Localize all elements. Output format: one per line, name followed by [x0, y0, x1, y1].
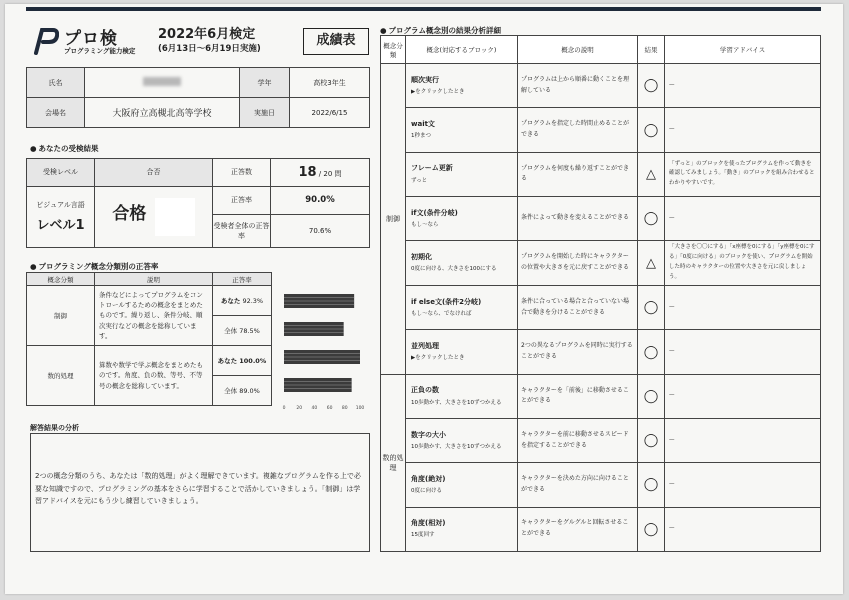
cat-you-value: 100.0%	[239, 357, 267, 365]
concept-desc: プログラムを指定した時間止めることができる	[518, 108, 638, 152]
concept-name: 並列処理	[411, 342, 439, 351]
learning-advice: —	[665, 64, 821, 108]
pass-value: 合格	[112, 203, 147, 224]
learning-advice: —	[665, 108, 821, 152]
all-rate-label: 受検者全体の正答率	[213, 214, 271, 247]
concept-desc: キャラクターを「前後」に移動させることができる	[518, 374, 638, 418]
detail-group-name: 数的処理	[381, 374, 406, 551]
detail-header-result: 結果	[638, 36, 665, 64]
detail-concept-cell	[406, 64, 518, 108]
rate-bar-chart	[280, 282, 370, 412]
concept-desc: 条件によって動きを変えることができる	[518, 197, 638, 241]
concept-desc: プログラムは上から順番に動くことを理解している	[518, 64, 638, 108]
cat-you-label: あなた	[217, 357, 238, 365]
learning-advice: —	[665, 463, 821, 507]
learning-advice: —	[665, 507, 821, 551]
detail-concept-cell	[406, 463, 518, 507]
result-mark: ◯	[638, 286, 665, 330]
exam-title: 2022年6月検定	[158, 27, 256, 42]
pass-header: 合否	[95, 159, 213, 187]
learning-advice: —	[665, 286, 821, 330]
cat-desc: 算数や数学で学ぶ概念をまとめたものです。角度、負の数、等号、不等号の概念を総称しています。	[95, 346, 213, 406]
cat-you-value: 92.3%	[242, 297, 264, 305]
venue-label: 会場名	[27, 98, 85, 128]
result-mark: ◯	[638, 374, 665, 418]
concept-desc: キャラクターを決めた方向に向けることができる	[518, 463, 638, 507]
level-value: レベル1	[36, 218, 85, 234]
logo-subtitle: プログラミング能力検定	[64, 47, 136, 55]
detail-row	[381, 507, 821, 551]
x-tick-label: 60	[326, 406, 333, 411]
concept-name: if else文(条件2分岐)	[411, 297, 482, 306]
detail-header-concept: 概念(対応するブロック)	[406, 36, 518, 64]
date-value: 2022/6/15	[290, 98, 370, 128]
concept-block: 0度に向ける、大きさを100にする	[411, 266, 497, 273]
learning-advice: —	[665, 197, 821, 241]
x-tick-label: 40	[311, 406, 318, 411]
language-label: ビジュアル言語	[36, 201, 85, 210]
x-tick-label: 20	[296, 406, 303, 411]
concept-block: ずっと	[411, 177, 428, 184]
detail-concept-cell	[406, 419, 518, 463]
concept-desc: キャラクターをグルグルと回転させることができる	[518, 507, 638, 551]
result-mark: ◯	[638, 330, 665, 374]
correct-value: 18	[298, 164, 317, 180]
result-table	[26, 158, 370, 248]
concept-name: フレーム更新	[411, 164, 453, 173]
cat-all-rate	[213, 316, 272, 346]
detail-concept-cell	[406, 152, 518, 196]
info-table	[26, 67, 370, 128]
concept-block: ▶をクリックしたとき	[411, 355, 465, 362]
detail-row	[381, 64, 821, 108]
result-mark: ◯	[638, 419, 665, 463]
cat-all-value: 78.5%	[239, 327, 260, 335]
detail-header-advice: 学習アドバイス	[665, 36, 821, 64]
top-bar	[26, 7, 821, 11]
date-label: 実施日	[240, 98, 290, 128]
category-table	[26, 272, 272, 406]
cat-you-rate	[213, 286, 272, 316]
concept-name: 角度(絶対)	[411, 474, 446, 483]
result-mark: △	[638, 152, 665, 196]
detail-table	[380, 35, 821, 552]
result-mark: ◯	[638, 507, 665, 551]
detail-concept-cell	[406, 108, 518, 152]
concept-name: 順次実行	[411, 75, 439, 84]
cat-header-rate: 正答率	[213, 273, 272, 286]
correct-total: / 20 問	[318, 169, 342, 178]
detail-concept-cell	[406, 374, 518, 418]
concept-desc: 2つの異なるプログラムを同時に実行することができる	[518, 330, 638, 374]
level-header: 受検レベル	[27, 159, 95, 187]
concept-name: wait文	[411, 120, 435, 129]
venue-value: 大阪府立高槻北高等学校	[85, 98, 240, 128]
concept-block: もし〜なら	[411, 221, 439, 228]
report-label: 成績表	[303, 28, 369, 55]
detail-group-name: 制御	[381, 64, 406, 375]
rate-label: 正答率	[213, 186, 271, 214]
concept-desc: 条件に合っている場合と合っていない場合で動きを分けることができる	[518, 286, 638, 330]
concept-name: 数字の大小	[411, 430, 446, 439]
concept-block: 1秒まつ	[411, 133, 431, 140]
detail-row	[381, 286, 821, 330]
concept-name: if文(条件分岐)	[411, 208, 458, 217]
level-cell	[27, 186, 95, 247]
all-rate-value: 70.6%	[271, 214, 370, 247]
grade-value: 高校3年生	[290, 68, 370, 98]
x-tick-label: 80	[341, 406, 348, 411]
detail-concept-cell	[406, 330, 518, 374]
pass-cell	[95, 186, 213, 247]
result-mark: △	[638, 241, 665, 286]
detail-row	[381, 108, 821, 152]
detail-row	[381, 241, 821, 286]
cat-you-rate	[213, 346, 272, 376]
result-mark: ◯	[638, 463, 665, 507]
category-section-title: ● プログラミング概念分類別の正答率	[30, 261, 158, 272]
concept-block: 0度に向ける	[411, 488, 442, 495]
detail-header-category: 概念分類	[381, 36, 406, 64]
concept-name: 角度(相対)	[411, 519, 446, 528]
cat-desc: 条件などによってプログラムをコントロールするための概念をまとめたものです。繰り返し、条件分岐、順次実行などの概念を総称しています。	[95, 286, 213, 346]
concept-block: 10歩動かす、大きさを10ずつかえる	[411, 399, 502, 406]
cat-all-rate	[213, 376, 272, 406]
detail-concept-cell	[406, 241, 518, 286]
cat-header-name: 概念分類	[27, 273, 95, 286]
cat-all-value: 89.0%	[239, 387, 260, 395]
cat-name: 数的処理	[27, 346, 95, 406]
result-mark: ◯	[638, 108, 665, 152]
learning-advice: —	[665, 419, 821, 463]
learning-advice: 「大きさを〇〇にする」「x座標を0にする」「y座標を0にする」「0度に向ける」のブロックを使い、プログラムを開始した時のキャラクターの位置や大きさを元に戻しましょう。	[665, 241, 821, 286]
learning-advice: 「ずっと」のブロックを使ったプログラムを作って動きを確認してみましょう。「動き」のブロックを組み合わせるとわかりやすいです。	[665, 152, 821, 196]
name-value	[85, 68, 240, 98]
exam-period: (6月13日～6月19日実施)	[158, 44, 261, 54]
cat-header-desc: 説明	[95, 273, 213, 286]
cat-all-label: 全体	[224, 327, 238, 335]
concept-name: 初期化	[411, 253, 432, 262]
result-section-title: ● あなたの受検結果	[30, 143, 99, 154]
detail-concept-cell	[406, 197, 518, 241]
concept-block: ▶をクリックしたとき	[411, 89, 465, 96]
name-label: 氏名	[27, 68, 85, 98]
detail-concept-cell	[406, 507, 518, 551]
rate-value: 90.0%	[271, 186, 370, 214]
detail-concept-cell	[406, 286, 518, 330]
detail-row	[381, 330, 821, 374]
learning-advice: —	[665, 374, 821, 418]
name-blur	[143, 77, 181, 86]
detail-row	[381, 463, 821, 507]
detail-section-title: ● プログラム概念別の結果分析詳細	[380, 25, 501, 36]
detail-row	[381, 152, 821, 196]
concept-block: もし〜なら、でなければ	[411, 311, 472, 317]
detail-row	[381, 419, 821, 463]
concept-block: 10歩動かす、大きさを10ずつかえる	[411, 443, 502, 450]
concept-desc: プログラムを何度も繰り返すことができる	[518, 152, 638, 196]
analysis-text: 2つの概念分類のうち、あなたは「数的処理」がよく理解できています。複雑なプログラムを作る上で必要な知識ですので、プログラミングの基本をさらに学習することで活かしていきましょう。「制御」は学習アドバイスを元にもう少し練習していきましょう。	[30, 433, 370, 552]
grade-label: 学年	[240, 68, 290, 98]
learning-advice: —	[665, 330, 821, 374]
cat-all-label: 全体	[224, 387, 238, 395]
result-mark: ◯	[638, 64, 665, 108]
concept-desc: キャラクターを前に移動させるスピードを指定することができる	[518, 419, 638, 463]
logo-icon	[33, 27, 59, 55]
cat-you-label: あなた	[220, 297, 241, 305]
cat-name: 制御	[27, 286, 95, 346]
correct-label: 正答数	[213, 159, 271, 187]
correct-count	[271, 159, 370, 187]
x-tick-label: 100	[355, 406, 365, 411]
concept-name: 正負の数	[411, 386, 439, 395]
pass-stamp-area	[155, 198, 195, 236]
concept-block: 15度回す	[411, 532, 435, 539]
detail-row	[381, 197, 821, 241]
result-mark: ◯	[638, 197, 665, 241]
x-tick-label: 0	[282, 406, 286, 411]
concept-desc: プログラムを開始した時にキャラクターの位置や大きさを元に戻すことができる	[518, 241, 638, 286]
logo-text: プロ検	[64, 29, 118, 49]
detail-row	[381, 374, 821, 418]
analysis-title: 解答結果の分析	[30, 424, 79, 432]
detail-header-desc: 概念の説明	[518, 36, 638, 64]
